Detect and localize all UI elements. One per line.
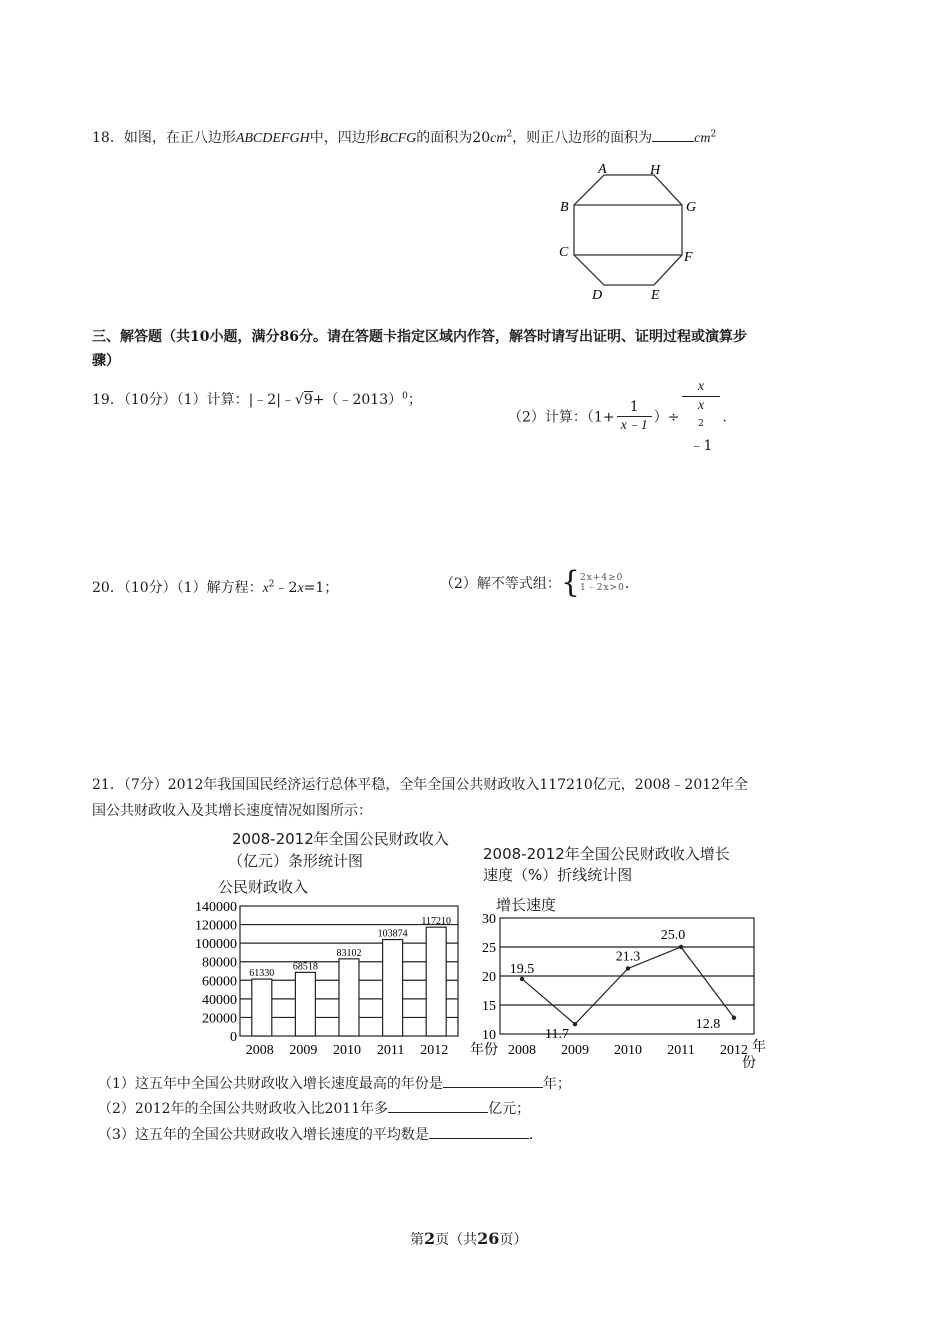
bar-xtick-label: 2010 <box>333 1043 361 1058</box>
line-point <box>626 966 630 970</box>
bar <box>383 940 403 1036</box>
bar-data-label: 68518 <box>292 961 318 973</box>
q21-sub1: （1）这五年中全国公共财政收入增长速度最高的年份是 年； <box>98 1073 571 1093</box>
line-point <box>520 977 524 981</box>
line-chart <box>470 910 770 1072</box>
fraction-1: $\frac{1}{x﹣1}$ <box>617 398 652 435</box>
bar-ytick-label: 0 <box>230 1030 237 1045</box>
label-g: G <box>686 200 697 215</box>
inequality-system: 2x+4≥0 1﹣2x>0 <box>580 573 625 593</box>
section3-heading: 三、解答题（共10小题，满分86分。请在答题卡指定区域内作答，解答时请写出证明、证明过程或演算步 <box>92 329 747 345</box>
bar-ytick-label: 100000 <box>195 937 237 953</box>
q19-part2: （2）计算：（1+ $\frac{1}{x﹣1}$ ）÷ x x $^2$ ﹣1 ． <box>508 379 737 454</box>
bar-ytick-label: 120000 <box>195 918 237 934</box>
line-ytick-label: 30 <box>482 912 496 927</box>
line-point <box>573 1022 577 1026</box>
label-b: B <box>560 200 569 215</box>
line-xtick-label: 2011 <box>667 1043 695 1058</box>
bar-chart-ylabel: 公民财政收入 <box>218 878 309 896</box>
line-data-label: 25.0 <box>660 928 686 943</box>
line-xtick-label: 2010 <box>614 1043 642 1058</box>
line-chart-title-1: 2008-2012年全国公民财政收入增长 <box>483 845 730 863</box>
line-data-label: 11.7 <box>545 1027 569 1043</box>
line-data-label: 21.3 <box>615 949 641 965</box>
q21-sub3: （3）这五年的全国公共财政收入增长速度的平均数是 ． <box>98 1124 543 1144</box>
line-chart-title-2: 速度（%）折线统计图 <box>483 866 633 884</box>
label-h: H <box>650 163 661 178</box>
bar-xtick-label: 2009 <box>289 1043 318 1058</box>
q21-sub1-blank[interactable] <box>443 1073 543 1088</box>
q21-line2: 国公共财政收入及其增长速度情况如图所示： <box>92 803 372 819</box>
line-ytick-label: 15 <box>482 999 496 1014</box>
line-xtick-label: 2008 <box>508 1043 536 1058</box>
octagon-shape <box>574 175 682 285</box>
bar-data-label: 61330 <box>249 968 275 980</box>
bar-xlabel: 年份 <box>470 1043 498 1058</box>
line-data-label: 12.8 <box>695 1016 721 1032</box>
line-point <box>679 945 683 949</box>
bar-chart-title-2: （亿元）条形统计图 <box>228 852 364 870</box>
line-data-label: 19.5 <box>509 961 535 977</box>
bar-xtick-label: 2008 <box>245 1043 274 1058</box>
label-a: A <box>598 162 607 177</box>
bar-ytick-label: 80000 <box>202 955 237 971</box>
line-ytick-label: 25 <box>482 941 496 956</box>
bar-chart <box>180 898 498 1060</box>
line-ytick-label: 10 <box>482 1028 496 1043</box>
bar-ytick-label: 40000 <box>202 992 237 1008</box>
bar-chart-title-1: 2008-2012年全国公民财政收入 <box>232 830 449 848</box>
q21-sub3-blank[interactable] <box>429 1124 529 1139</box>
bar <box>295 972 315 1036</box>
q21-line1: 21．（7分）2012年我国国民经济运行总体平稳，全年全国公共财政收入117210亿元，2008﹣2012年全 <box>92 777 749 793</box>
octagon-figure <box>550 160 710 305</box>
q18-answer-blank[interactable] <box>652 127 694 142</box>
bar-data-label: 83102 <box>336 947 362 959</box>
line-xlabel-b: 份 <box>742 1056 756 1071</box>
sqrt-sign: √ <box>294 392 304 408</box>
bar <box>252 979 272 1036</box>
line-point <box>732 1016 736 1020</box>
bar <box>339 959 359 1036</box>
bar <box>426 927 446 1036</box>
bar-ytick-label: 20000 <box>202 1011 237 1027</box>
q20-part1: 20．（10分）（1）解方程：$x^2﹣2x=1$； <box>92 579 339 596</box>
bar-data-label: 103874 <box>377 928 408 940</box>
bar-xtick-label: 2011 <box>376 1043 405 1058</box>
bar-ytick-label: 60000 <box>202 974 237 990</box>
bar-xtick-label: 2012 <box>420 1043 449 1058</box>
label-d: D <box>592 288 603 303</box>
line-chart-ylabel: 增长速度 <box>496 896 557 914</box>
page-footer: 第2页（共26页） <box>410 1229 528 1248</box>
line-ytick-label: 20 <box>482 970 496 985</box>
q20-part2: （2）解不等式组：{ 2x+4≥0 1﹣2x>0 ． <box>440 565 639 600</box>
fraction-2: x x $^2$ ﹣1 <box>682 378 721 455</box>
q21-sub2: （2）2012年的全国公共财政收入比2011年多 亿元； <box>98 1098 530 1118</box>
q21-sub2-blank[interactable] <box>388 1098 488 1113</box>
line-xlabel-a: 年 <box>752 1040 766 1055</box>
bar-ytick-label: 140000 <box>195 900 237 915</box>
q19-part1: 19．（10分）（1）计算：|﹣2|﹣√9+（﹣2013）$^0$； <box>92 391 422 408</box>
label-e: E <box>651 288 660 303</box>
brace-icon: { <box>560 565 581 600</box>
section3-heading-cont: 骤） <box>92 353 120 369</box>
label-f: F <box>684 250 693 265</box>
line-xtick-label: 2012 <box>720 1043 748 1058</box>
bar-data-label: 117210 <box>421 916 452 928</box>
q18-text: 18．如图，在正八边形ABCDEFGH中，四边形BCFG的面积为$20cm^2$，则正八边形的面积为 $cm^2$ <box>92 127 716 147</box>
line-xtick-label: 2009 <box>561 1043 589 1058</box>
label-c: C <box>559 245 569 260</box>
